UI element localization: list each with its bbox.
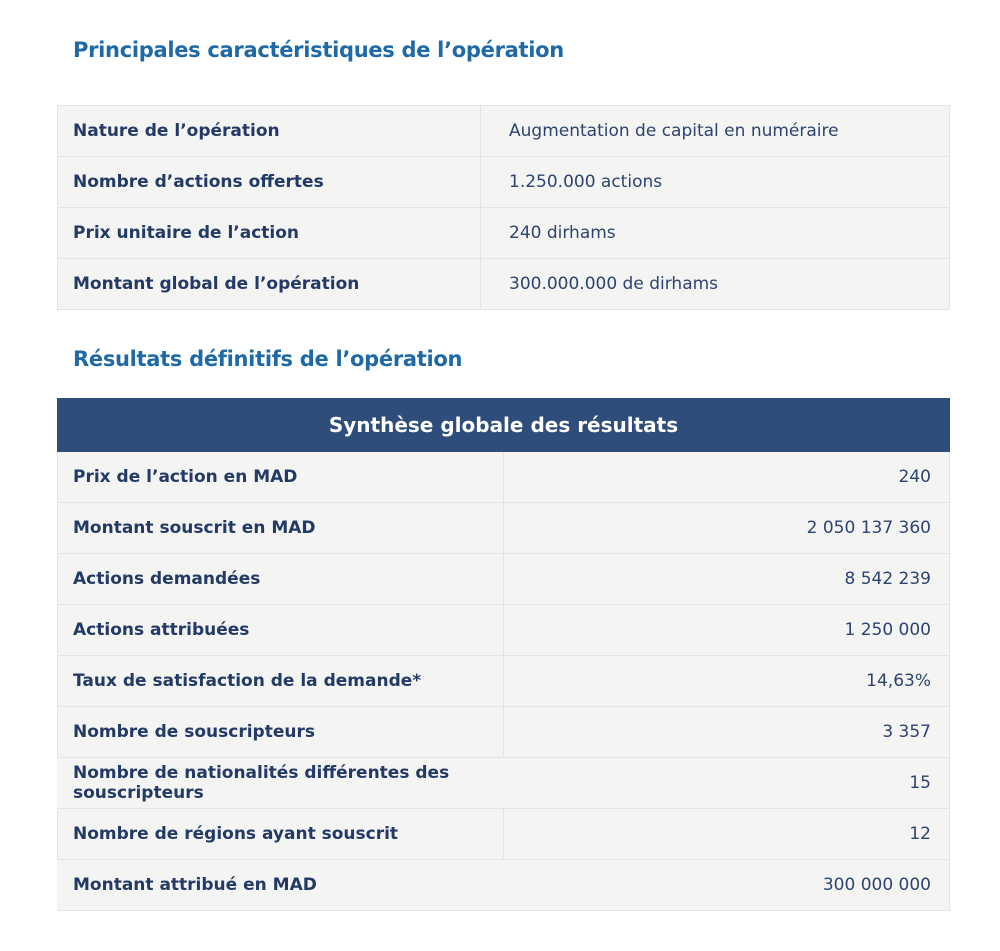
- table-row: [58, 809, 950, 860]
- row-label: Nombre de nationalités différentes des souscripteurs: [58, 758, 504, 809]
- row-label: Montant souscrit en MAD: [58, 503, 504, 554]
- table-row: [58, 656, 950, 707]
- row-value: 8 542 239: [504, 554, 950, 605]
- row-value: 15: [504, 758, 950, 809]
- table-row: [58, 860, 950, 911]
- table-row: [58, 452, 950, 503]
- results-table: [57, 398, 950, 911]
- row-label: Nombre de souscripteurs: [58, 707, 504, 758]
- row-label: Nature de l’opération: [58, 106, 481, 157]
- table-row: [58, 605, 950, 656]
- row-value: 14,63%: [504, 656, 950, 707]
- row-value: 1 250 000: [504, 605, 950, 656]
- table-row: [58, 259, 950, 310]
- row-value: 300.000.000 de dirhams: [481, 259, 950, 310]
- characteristics-table: [57, 105, 950, 310]
- row-label: Prix de l’action en MAD: [58, 452, 504, 503]
- section-title-results: Résultats définitifs de l’opération: [73, 347, 463, 371]
- row-value: 300 000 000: [504, 860, 950, 911]
- row-label: Nombre de régions ayant souscrit: [58, 809, 504, 860]
- row-label: Nombre d’actions offertes: [58, 157, 481, 208]
- row-label: Actions attribuées: [58, 605, 504, 656]
- row-value: Augmentation de capital en numéraire: [481, 106, 950, 157]
- row-value: 240: [504, 452, 950, 503]
- row-value: 3 357: [504, 707, 950, 758]
- table-row: [58, 106, 950, 157]
- row-label: Montant attribué en MAD: [58, 860, 504, 911]
- row-label: Montant global de l’opération: [58, 259, 481, 310]
- row-value: 12: [504, 809, 950, 860]
- row-label: Prix unitaire de l’action: [58, 208, 481, 259]
- row-label: Actions demandées: [58, 554, 504, 605]
- table-row: [58, 157, 950, 208]
- row-value: 2 050 137 360: [504, 503, 950, 554]
- table-row: [58, 208, 950, 259]
- section-title-characteristics: Principales caractéristiques de l’opération: [73, 38, 564, 62]
- row-label: Taux de satisfaction de la demande*: [58, 656, 504, 707]
- results-table-header: Synthèse globale des résultats: [58, 399, 950, 452]
- row-value: 1.250.000 actions: [481, 157, 950, 208]
- row-value: 240 dirhams: [481, 208, 950, 259]
- table-row: [58, 503, 950, 554]
- table-row: [58, 758, 950, 809]
- table-row: [58, 707, 950, 758]
- table-row: [58, 554, 950, 605]
